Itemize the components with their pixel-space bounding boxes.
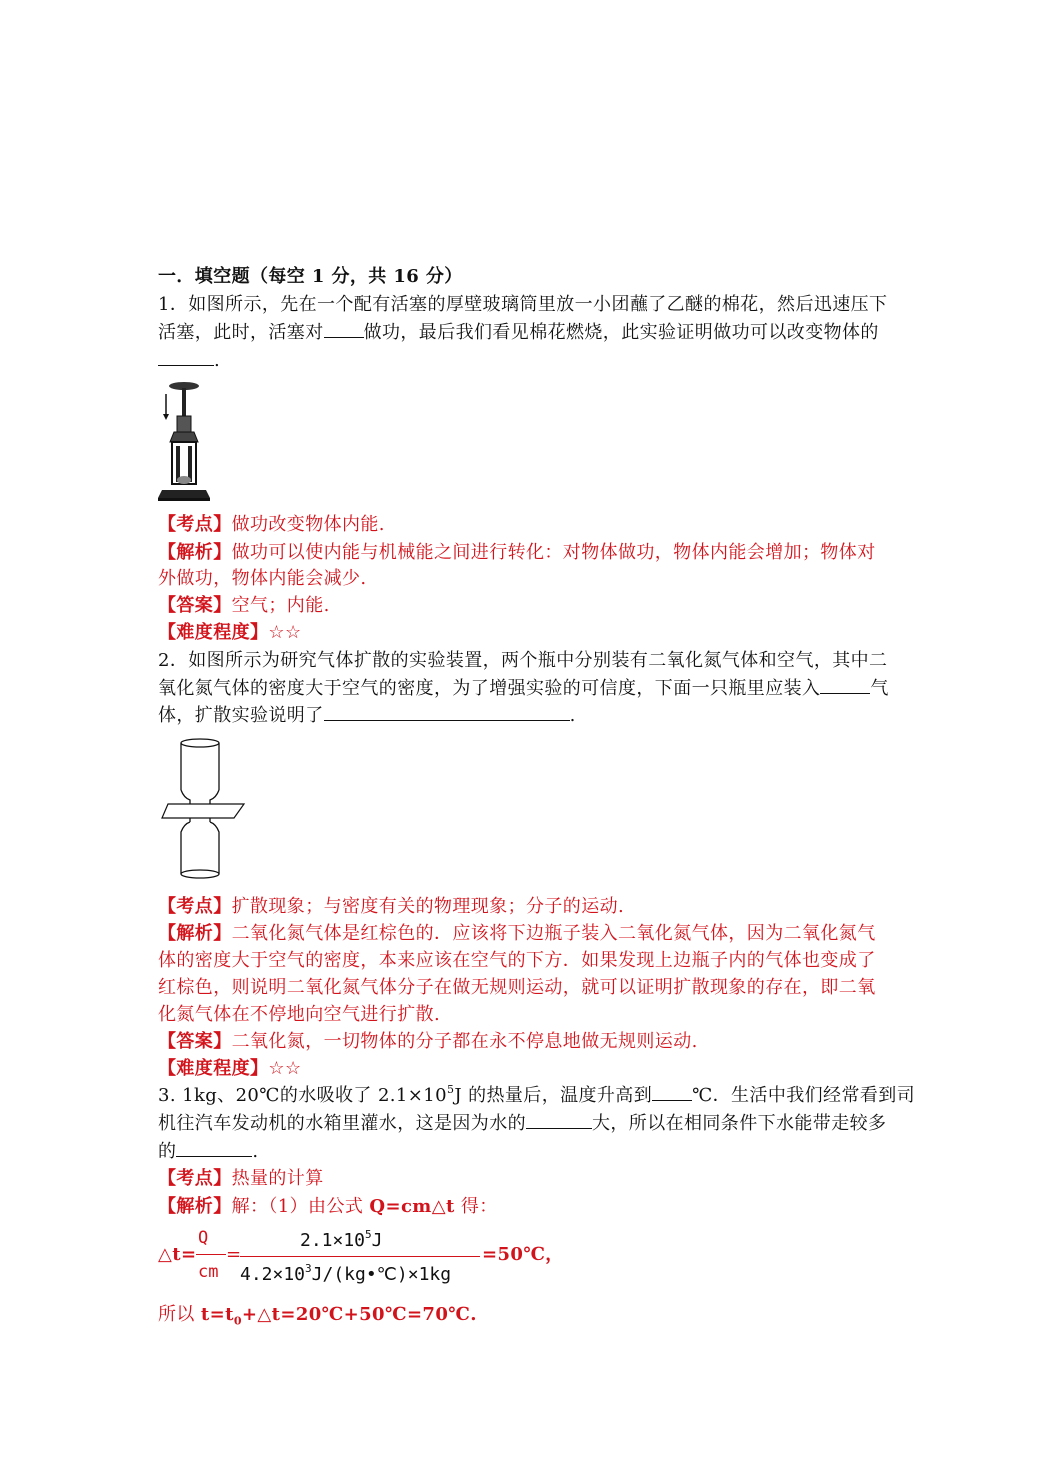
q2-line-2 xyxy=(158,676,889,702)
q3-line-3 xyxy=(158,1139,259,1165)
formula-frac2-denominator xyxy=(240,1264,451,1285)
q3-text-c: ℃．生活中我们经常看到司 xyxy=(692,1085,916,1106)
q2-jiexi-4: 化氮气体在不停地向空气进行扩散. xyxy=(158,1004,441,1025)
q3-text-a: 3. 1kg、20℃的水吸收了 2.1×10 xyxy=(158,1085,447,1106)
q3-text-f: 的 xyxy=(158,1141,177,1162)
q2-kaodian xyxy=(158,894,624,920)
q1-period: . xyxy=(214,350,221,371)
q2-jiexi-2: 体的密度大于空气的密度，本来应该在空气的下方．如果发现上边瓶子内的气体也变成了 xyxy=(158,950,876,971)
formula-frac1-denominator: cm xyxy=(198,1262,219,1282)
q2-text-b: 气 xyxy=(870,678,889,699)
q1-nandu xyxy=(158,620,301,646)
kaodian-label: 【考点】 xyxy=(158,1168,232,1189)
formula-num-exp: 5 xyxy=(365,1228,372,1241)
formula-equals: = xyxy=(226,1244,242,1265)
q3-kaodian-text: 热量的计算 xyxy=(231,1168,324,1189)
jiexi-label: 【解析】 xyxy=(158,923,232,944)
q1-jiexi-2: 外做功，物体内能会减少. xyxy=(158,568,367,589)
q1-jiexi-text-1: 做功可以使内能与机械能之间进行转化：对物体做功，物体内能会增加；物体对 xyxy=(231,542,876,563)
q3-jiexi xyxy=(158,1194,498,1220)
q2-text-c: 体，扩散实验说明了 xyxy=(158,705,324,726)
formula-frac1-numerator: Q xyxy=(198,1228,209,1248)
q2-jiexi-text-1: 二氧化氮气体是红棕色的．应该将下边瓶子装入二氧化氮气体，因为二氧化氮气 xyxy=(231,923,876,944)
kaodian-label: 【考点】 xyxy=(158,514,232,535)
q2-text-a: 氧化氮气体的密度大于空气的密度，为了增强实验的可信度，下面一只瓶里应装入 xyxy=(158,678,821,699)
q3-blank-3 xyxy=(176,1142,252,1157)
q1-kaodian-text: 做功改变物体内能. xyxy=(231,514,385,535)
q2-period: . xyxy=(569,705,576,726)
q2-daan xyxy=(158,1029,698,1055)
formula-den-unit: J/(kg•℃)×1kg xyxy=(311,1264,452,1285)
q3-text-e: 大，所以在相同条件下水能带走较多 xyxy=(592,1113,887,1134)
q2-kaodian-text: 扩散现象；与密度有关的物理现象；分子的运动. xyxy=(231,896,625,917)
q1-difficulty-stars: ☆☆ xyxy=(268,622,302,643)
q2-blank-1 xyxy=(820,679,870,694)
formula-frac2-bar xyxy=(240,1256,480,1257)
q1-blank-2 xyxy=(158,351,214,366)
formula-num-unit: J xyxy=(371,1230,383,1251)
q2-difficulty-stars: ☆☆ xyxy=(268,1058,302,1079)
q3-blank-1 xyxy=(652,1086,692,1101)
q1-text-b: 做功，最后我们看见棉花燃烧，此实验证明做功可以改变物体的 xyxy=(363,322,879,343)
q3-line-2 xyxy=(158,1111,886,1137)
q1-blank-1 xyxy=(324,323,364,338)
formula-num-base: 2.1×10 xyxy=(300,1230,366,1251)
q3-conclusion-prefix: 所以 xyxy=(158,1304,201,1325)
q1-text-a: 活塞，此时，活塞对 xyxy=(158,322,324,343)
q1-line-3 xyxy=(158,348,220,374)
q3-period: . xyxy=(252,1141,259,1162)
q2-line-1: 2．如图所示为研究气体扩散的实验装置，两个瓶中分别装有二氧化氮气体和空气，其中二 xyxy=(158,650,888,671)
jiexi-label: 【解析】 xyxy=(158,542,232,563)
q1-line-2 xyxy=(158,320,879,346)
formula-frac2-numerator xyxy=(300,1230,383,1251)
q3-conclusion xyxy=(158,1302,477,1328)
q3-line-1 xyxy=(158,1083,915,1109)
q1-daan xyxy=(158,593,330,619)
q2-daan-text: 二氧化氮，一切物体的分子都在永不停息地做无规则运动. xyxy=(231,1031,698,1052)
q2-nandu xyxy=(158,1056,301,1082)
q1-line-1: 1．如图所示，先在一个配有活塞的厚壁玻璃筒里放一小团蘸了乙醚的棉花，然后迅速压下 xyxy=(158,294,888,315)
formula-den-exp: 3 xyxy=(305,1262,312,1275)
q1-daan-text: 空气；内能. xyxy=(231,595,330,616)
q3-conclusion-value: +△t=20℃+50℃=70℃. xyxy=(241,1304,477,1325)
q1-kaodian xyxy=(158,512,385,538)
formula-result: =50℃， xyxy=(482,1244,564,1265)
jiexi-label: 【解析】 xyxy=(158,1196,232,1217)
q3-text-b: J 的热量后，温度升高到 xyxy=(454,1085,653,1106)
q3-exponent: 5 xyxy=(446,1083,455,1096)
q3-conclusion-sub: 0 xyxy=(233,1314,242,1328)
q3-kaodian xyxy=(158,1166,324,1192)
nandu-label: 【难度程度】 xyxy=(158,622,269,643)
daan-label: 【答案】 xyxy=(158,595,232,616)
q2-blank-2 xyxy=(324,706,570,721)
gas-diffusion-figure xyxy=(160,736,254,882)
nandu-label: 【难度程度】 xyxy=(158,1058,269,1079)
q3-conclusion-t: t=t xyxy=(200,1304,234,1325)
q1-jiexi-1 xyxy=(158,540,876,566)
formula-frac1-bar xyxy=(196,1254,226,1255)
q3-jiexi-text-b: 得： xyxy=(454,1196,498,1217)
q3-text-d: 机往汽车发动机的水箱里灌水，这是因为水的 xyxy=(158,1113,526,1134)
daan-label: 【答案】 xyxy=(158,1031,232,1052)
formula-den-base: 4.2×10 xyxy=(240,1264,306,1285)
q2-jiexi-1 xyxy=(158,921,876,947)
q3-jiexi-formula: Q=cm△t xyxy=(369,1196,455,1217)
q2-jiexi-3: 红棕色，则说明二氧化氮气体分子在做无规则运动，就可以证明扩散现象的存在，即二氧 xyxy=(158,977,876,998)
q3-blank-2 xyxy=(526,1114,592,1129)
q3-jiexi-text-a: 解：（1）由公式 xyxy=(231,1196,370,1217)
formula-lhs: △t= xyxy=(158,1244,197,1265)
piston-tube-figure xyxy=(156,380,216,504)
q2-line-3 xyxy=(158,703,576,729)
kaodian-label: 【考点】 xyxy=(158,896,232,917)
section-title: 一．填空题（每空 1 分，共 16 分） xyxy=(158,266,463,287)
